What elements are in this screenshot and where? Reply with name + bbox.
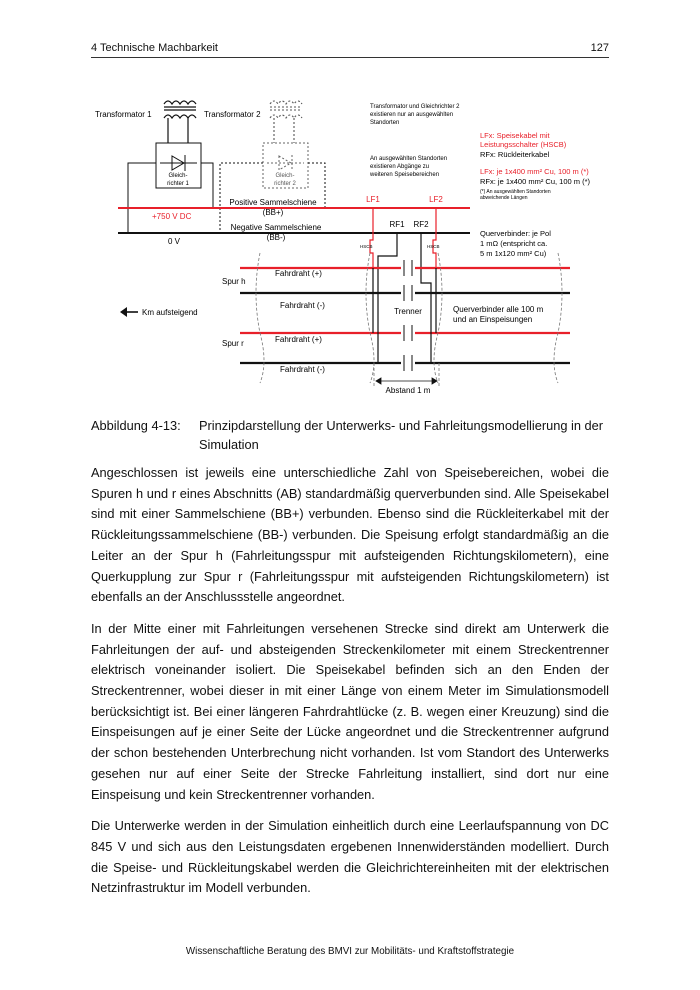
rectifier-2-label-a: Gleich- <box>275 173 295 179</box>
paragraph-2: In der Mitte einer mit Fahrleitungen versehenen Strecke sind direkt am Unterwerk die Fahrleitungen der auf- und absteigenden Streckenkilometer mit einem Streckentrenner elektrisch voneinander isoliert. Die Speisekabel befinden sich an den Enden der Streckentrenner, wobei dieser in mit einer Länge von einem Meter im Simulationsmodell berücksichtigt ist. Bei einer längeren Fahrdrahtlücke (z. B. wegen einer Kreuzung) sind die Einspeisungen auf je einer Seite der Lücke angeordnet und die Streckentrenner aufgrund der schon bestehenden Unterbrechung nicht vorhanden. Ist vom Standort des Unterwerks gesehen nur auf einer Seite der Strecke Fahrleitung installiert, sind dort nur eine Einspeisung und kein Streckentrenner vorhanden. <box>91 620 609 802</box>
rf2-cable <box>421 233 431 293</box>
note-top-1: Transformator und Gleichrichter 2 <box>370 104 460 110</box>
page-number: 127 <box>590 42 609 54</box>
substation-diagram <box>80 88 620 408</box>
track-h-pos-label: Fahrdraht (+) <box>275 269 322 278</box>
distance-label: Abstand 1 m <box>385 386 431 395</box>
crossconn-every-1: Querverbinder alle 100 m <box>453 305 544 314</box>
left-arrow-icon <box>120 307 138 317</box>
note-top-2: existieren nur an ausgewählten <box>370 112 454 118</box>
hscb-2-label: HSCB <box>427 244 440 249</box>
paragraph-3: Die Unterwerke werden in der Simulation einheitlich durch eine Leerlaufspannung von DC 845 V und sich aus den Leistungsdaten ergebenen Innenwiderständen modelliert. Durch die Speise- und Rückleitungskabel werden die Gleichrichtereinheiten mit der elektrischen Netzinfrastruktur im Modell verbunden. <box>91 818 609 896</box>
legend-lf-2: Leistungsschalter (HSCB) <box>480 140 567 149</box>
rf2-label: RF2 <box>413 220 429 229</box>
transformer-1-label: Transformator 1 <box>95 110 152 119</box>
legend-rf: RFx: Rückleiterkabel <box>480 150 550 159</box>
busbar-neg-label-b: (BB-) <box>266 233 286 242</box>
track-h-label: Spur h <box>222 277 246 286</box>
lf1-label: LF1 <box>366 195 380 204</box>
track-r-pos-label: Fahrdraht (+) <box>275 335 322 344</box>
lf2-cable <box>433 208 436 268</box>
page-footer: Wissenschaftliche Beratung des BMVI zur Mobilitäts- und Kraftstoffstrategie <box>185 946 515 957</box>
hscb-1-label: HSCB <box>360 244 373 249</box>
diode-2-icon <box>267 155 304 171</box>
transformer-2-label: Transformator 2 <box>204 110 261 119</box>
voltage-zero-label: 0 V <box>168 237 181 246</box>
track-h-neg-label: Fahrdraht (-) <box>280 301 325 310</box>
chapter-title: 4 Technische Machbarkeit <box>91 42 218 54</box>
note-top-3: Standorten <box>370 120 400 126</box>
legend-rf-length: RFx: je 1x400 mm² Cu, 100 m (*) <box>480 177 591 186</box>
body-text <box>91 463 609 910</box>
rectifier-1-neg-lead <box>128 163 156 233</box>
paragraph-1: Angeschlossen ist jeweils eine unterschiedliche Zahl von Speisebereichen, wobei die Spuren h und r eines Abschnitts (AB) standardmäßig querverbunden sind. Alle Speisekabel sind mit einer Sammelschiene (BB+) verbunden. Ebenso sind die Rückleiterkabel mit der Rückleitungssammelschiene (BB-) verbunden. Die Speisung erfolgt standardmäßig an die Leiter an der Spur h (Fahrleitungsspur mit aufsteigenden Richtungskilometern), eine Querkupplung zur Spur r (Fahrleitungsspur mit aufsteigenden Richtungskilometern) ist ebenfalls an der Anschlussstelle angeordnet. <box>91 465 609 605</box>
legend-note-2: abweichende Längen <box>480 195 528 201</box>
busbar-neg-label-a: Negative Sammelschiene <box>230 223 322 232</box>
crossconn-pole-2: 1 mΩ (entspricht ca. <box>480 239 548 248</box>
separator-label: Trenner <box>394 307 422 316</box>
lf1-cable <box>370 208 373 268</box>
voltage-pos-label: +750 V DC <box>152 212 192 221</box>
crossconn-every-2: und an Einspeisungen <box>453 315 533 324</box>
lf2-label: LF2 <box>429 195 443 204</box>
transformer-2-symbol <box>270 101 302 143</box>
crossconn-pole-1: Querverbinder: je Pol <box>480 229 551 238</box>
note-mid-3: weiteren Speisebereichen <box>370 172 440 178</box>
track-r-label: Spur r <box>222 339 244 348</box>
diode-1-icon <box>160 155 197 171</box>
distance-marker <box>376 378 437 384</box>
note-mid-2: existieren Abgänge zu <box>370 164 430 170</box>
track-r-neg-label: Fahrdraht (-) <box>280 365 325 374</box>
rectifier-1-pos-lead <box>201 163 213 208</box>
page-header <box>91 41 609 58</box>
busbar-pos-label-a: Positive Sammelschiene <box>229 198 317 207</box>
busbar-pos-label-b: (BB+) <box>262 208 284 217</box>
legend-lf-1: LFx: Speisekabel mit <box>480 131 550 140</box>
crossconn-pole-3: 5 m 1x120 mm² Cu) <box>480 249 547 258</box>
km-label: Km aufsteigend <box>142 308 198 317</box>
caption-text: Prinzipdarstellung der Unterwerks- und Fahrleitungsmodellierung in der Simulation <box>199 418 604 452</box>
note-mid-1: An ausgewählten Standorten <box>370 156 448 162</box>
rectifier-2-label-b: richter 2 <box>274 181 296 187</box>
caption-label: Abbildung 4-13: <box>91 418 181 433</box>
rectifier-1-label-b: richter 1 <box>167 181 189 187</box>
rectifier-1-label-a: Gleich- <box>168 173 188 179</box>
legend-note-1: (*) An ausgewählten Standorten <box>480 189 551 195</box>
legend-lf-length: LFx: je 1x400 mm² Cu, 100 m (*) <box>480 167 589 176</box>
rf1-cable <box>378 233 397 293</box>
rf1-label: RF1 <box>389 220 405 229</box>
transformer-1-symbol <box>164 101 196 143</box>
